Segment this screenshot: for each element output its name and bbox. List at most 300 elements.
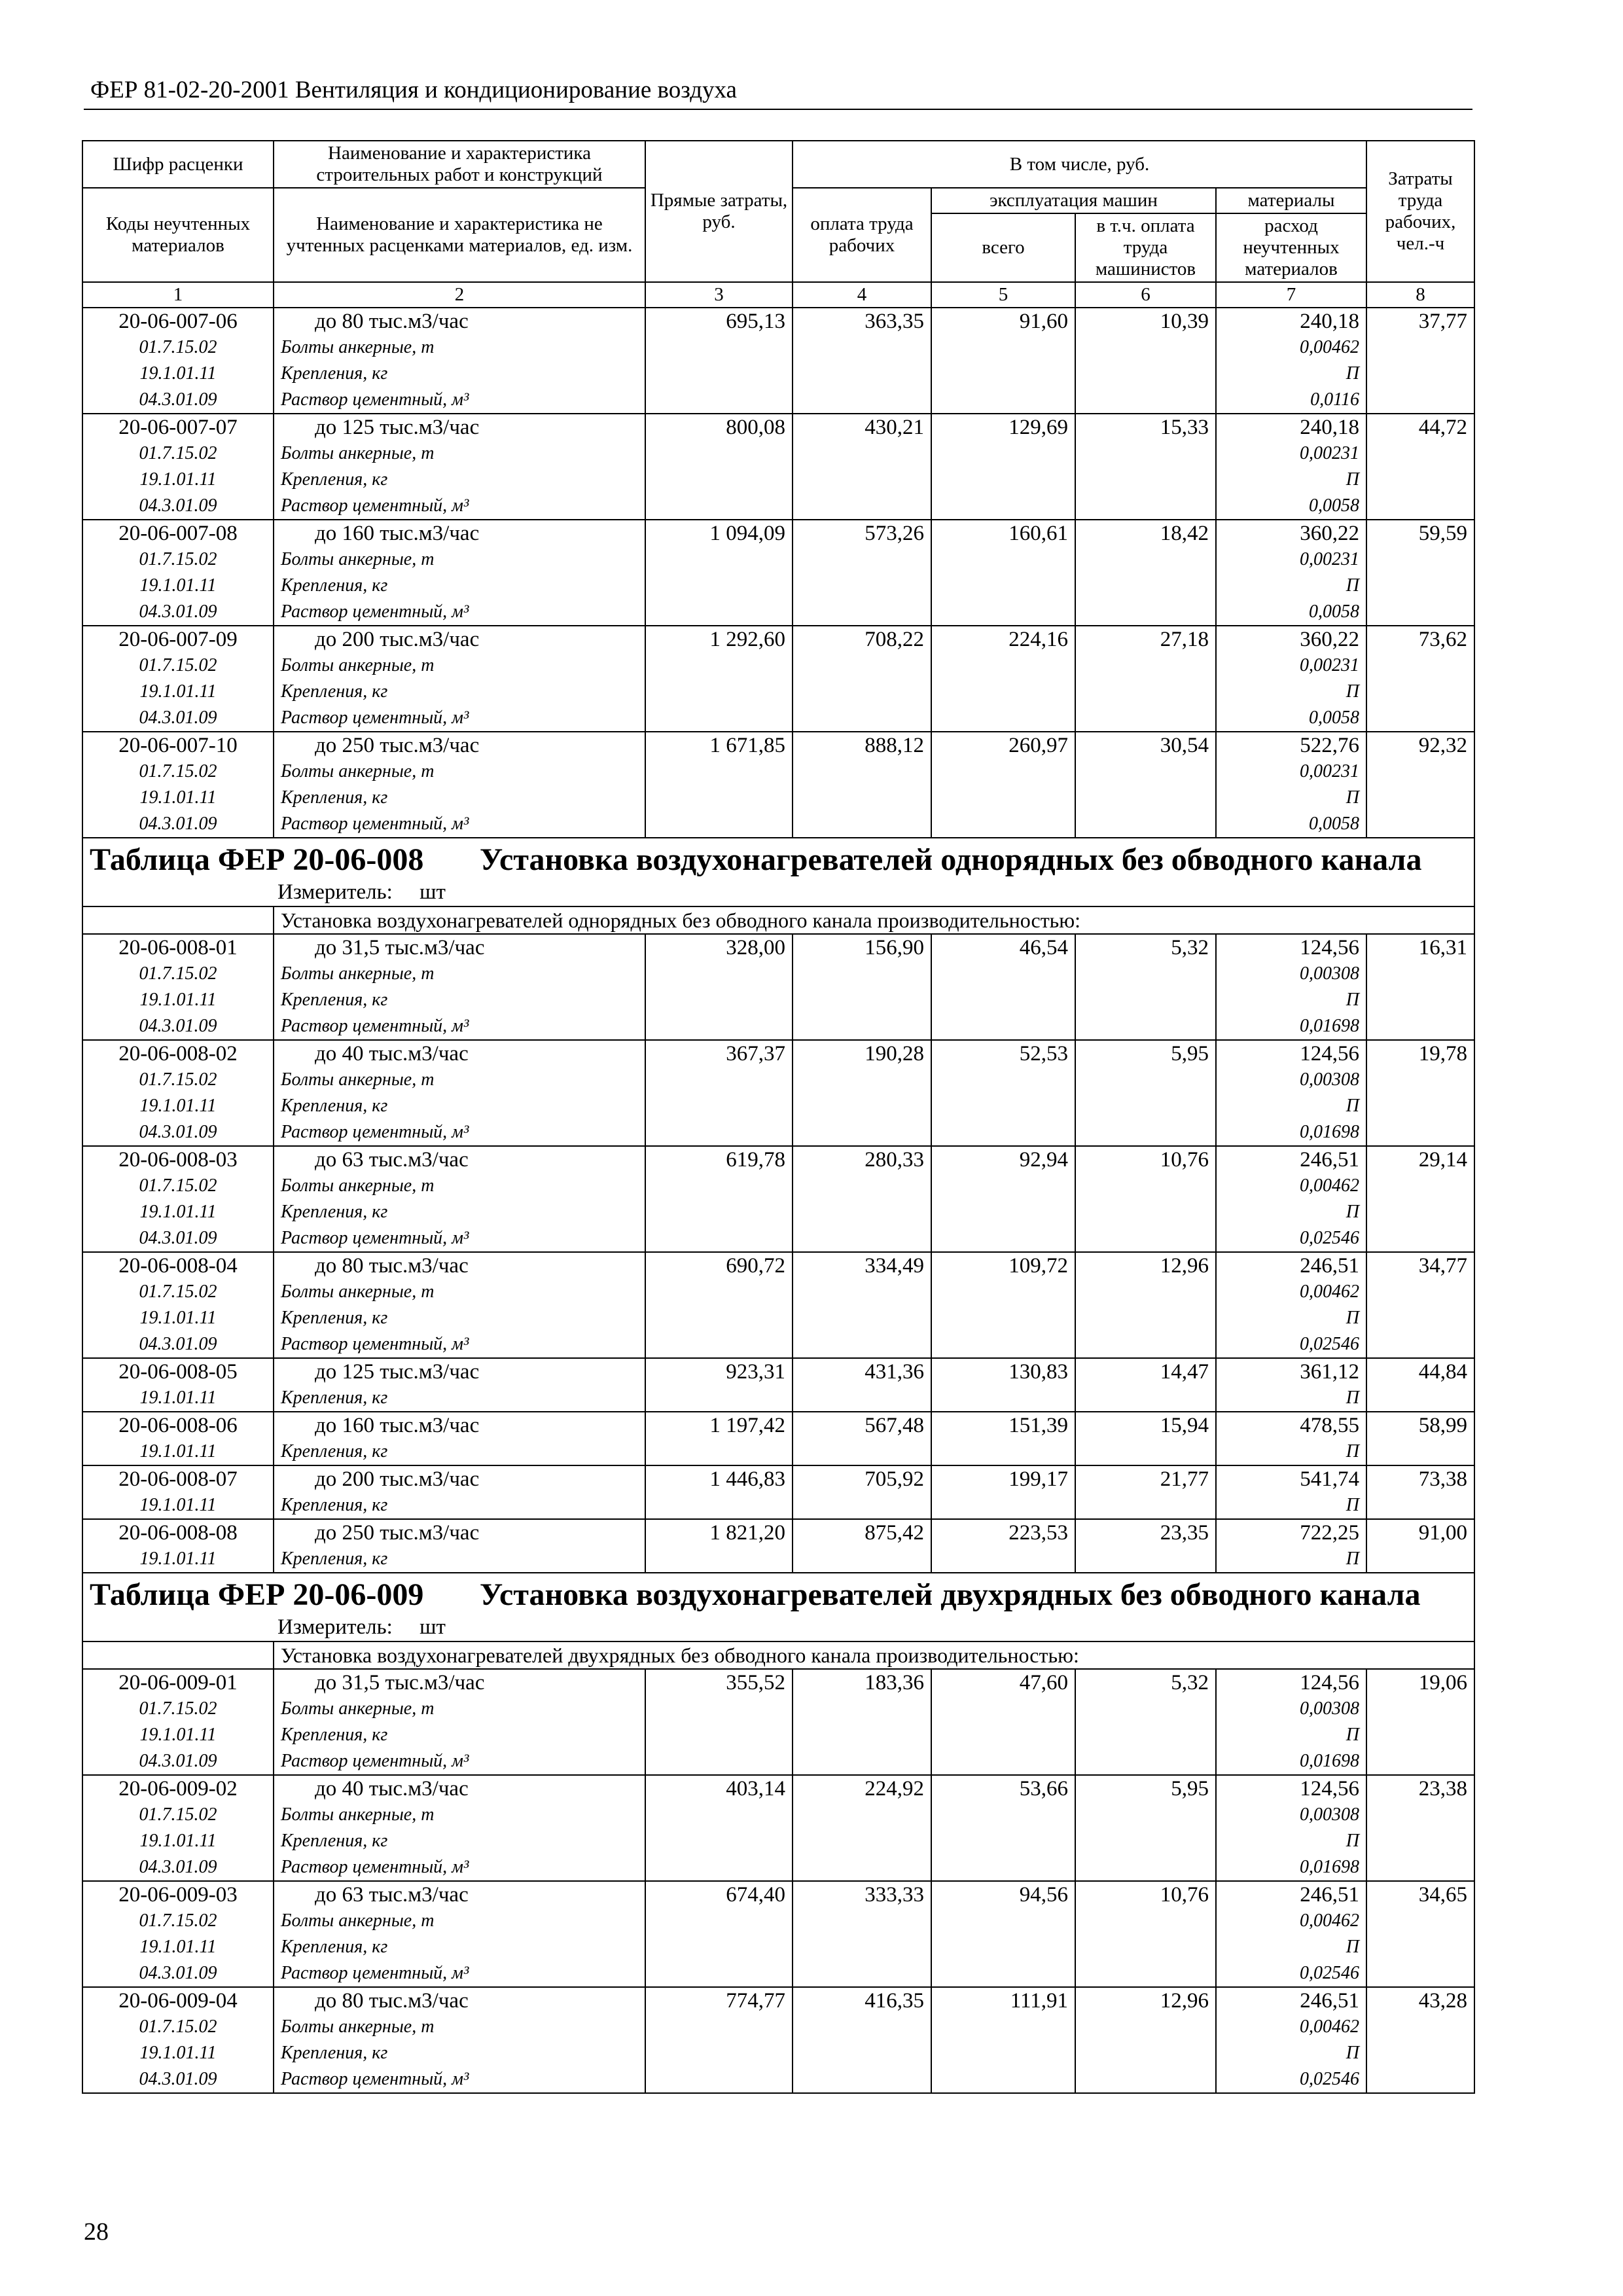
materials-cell	[1216, 308, 1366, 414]
material-usage: П	[1346, 681, 1359, 702]
material-code: 04.3.01.09	[139, 389, 217, 410]
material-code: 01.7.15.02	[139, 1698, 217, 1719]
meter-value: шт	[419, 880, 446, 904]
direct-cost: 1 446,83	[645, 1465, 793, 1519]
machines-total: 260,97	[931, 732, 1075, 838]
code-cell	[82, 1040, 274, 1146]
material-code: 01.7.15.02	[139, 1804, 217, 1825]
materials-cell	[1216, 1412, 1366, 1465]
material-code: 19.1.01.11	[139, 469, 217, 490]
material-usage: 0,00308	[1300, 963, 1359, 984]
direct-cost: 1 292,60	[645, 626, 793, 732]
material-code: 01.7.15.02	[139, 963, 217, 984]
rate-code: 20-06-008-08	[118, 1521, 238, 1545]
code-cell	[82, 1669, 274, 1775]
materials-cell	[1216, 414, 1366, 520]
work-name: до 63 тыс.м3/час	[315, 1883, 469, 1907]
col-number: 1	[82, 282, 274, 308]
work-name: до 200 тыс.м3/час	[315, 628, 480, 651]
material-usage: 0,00462	[1300, 1282, 1359, 1302]
intro-empty	[82, 906, 274, 934]
rate-code: 20-06-007-09	[118, 628, 238, 651]
material-code: 19.1.01.11	[139, 1937, 217, 1957]
col-machines-total: всего	[931, 213, 1075, 282]
material-code: 01.7.15.02	[139, 1910, 217, 1931]
meter-row	[82, 1613, 1474, 1641]
material-code: 04.3.01.09	[139, 1228, 217, 1248]
material-usage: П	[1346, 1937, 1359, 1957]
material-code: 01.7.15.02	[139, 1175, 217, 1196]
material-name: Раствор цементный, м³	[281, 495, 469, 516]
work-name: до 200 тыс.м3/час	[315, 1467, 480, 1491]
materials-cell	[1216, 1146, 1366, 1252]
material-code: 19.1.01.11	[139, 990, 217, 1010]
material-name: Крепления, кг	[281, 2043, 388, 2063]
rate-code: 20-06-008-06	[118, 1414, 238, 1437]
labor-cost: 73,38	[1366, 1465, 1474, 1519]
labor-pay: 183,36	[793, 1669, 931, 1775]
material-name: Крепления, кг	[281, 1441, 388, 1462]
rate-code: 20-06-008-01	[118, 936, 238, 960]
labor-pay: 567,48	[793, 1412, 931, 1465]
labor-pay: 888,12	[793, 732, 931, 838]
name-cell	[274, 308, 645, 414]
labor-pay: 430,21	[793, 414, 931, 520]
material-usage: 0,0058	[1309, 814, 1359, 834]
material-usage: 0,00308	[1300, 1698, 1359, 1719]
material-usage: 0,00231	[1300, 761, 1359, 781]
direct-cost: 403,14	[645, 1775, 793, 1881]
material-name: Крепления, кг	[281, 1549, 388, 1569]
machines-total: 129,69	[931, 414, 1075, 520]
material-usage: 0,0116	[1310, 389, 1359, 410]
materials-cell	[1216, 1519, 1366, 1573]
col-direct: Прямые затраты, руб.	[645, 141, 793, 282]
material-usage: 0,00462	[1300, 1175, 1359, 1196]
rate-code: 20-06-007-10	[118, 734, 238, 757]
work-name: до 80 тыс.м3/час	[315, 1989, 469, 2013]
material-code: 04.3.01.09	[139, 1122, 217, 1142]
table-row	[82, 1252, 1474, 1358]
materials-cost: 240,18	[1300, 310, 1359, 333]
material-usage: 0,02546	[1300, 2069, 1359, 2089]
meter-label: Измеритель:	[277, 1615, 393, 1639]
material-usage: П	[1346, 1549, 1359, 1569]
material-name: Болты анкерные, т	[281, 1698, 435, 1719]
machines-total: 94,56	[931, 1881, 1075, 1987]
meter	[82, 878, 1474, 906]
work-name: до 63 тыс.м3/час	[315, 1148, 469, 1172]
machinists-pay: 12,96	[1075, 1252, 1216, 1358]
material-usage: 0,00462	[1300, 1910, 1359, 1931]
name-cell	[274, 1519, 645, 1573]
labor-cost: 58,99	[1366, 1412, 1474, 1465]
direct-cost: 1 094,09	[645, 520, 793, 626]
material-name: Болты анкерные, т	[281, 1175, 435, 1196]
material-name: Раствор цементный, м³	[281, 814, 469, 834]
col-labor-pay: оплата труда рабочих	[793, 188, 931, 282]
labor-pay: 190,28	[793, 1040, 931, 1146]
table-row	[82, 1412, 1474, 1465]
material-code: 19.1.01.11	[139, 1831, 217, 1851]
code-cell	[82, 1358, 274, 1412]
direct-cost: 774,77	[645, 1987, 793, 2093]
material-name: Раствор цементный, м³	[281, 1963, 469, 1983]
material-name: Болты анкерные, т	[281, 443, 435, 463]
material-code: 04.3.01.09	[139, 1016, 217, 1036]
material-code: 04.3.01.09	[139, 1334, 217, 1354]
work-name: до 250 тыс.м3/час	[315, 734, 480, 757]
labor-pay: 705,92	[793, 1465, 931, 1519]
material-code: 01.7.15.02	[139, 549, 217, 569]
rate-code: 20-06-009-01	[118, 1671, 238, 1695]
material-name: Крепления, кг	[281, 1725, 388, 1745]
labor-cost: 43,28	[1366, 1987, 1474, 2093]
name-cell	[274, 1252, 645, 1358]
code-cell	[82, 308, 274, 414]
table-row	[82, 1465, 1474, 1519]
machinists-pay: 12,96	[1075, 1987, 1216, 2093]
table-heading-row	[82, 838, 1474, 878]
material-code: 19.1.01.11	[139, 1725, 217, 1745]
machines-total: 151,39	[931, 1412, 1075, 1465]
material-usage: П	[1346, 990, 1359, 1010]
rate-code: 20-06-008-02	[118, 1042, 238, 1066]
name-cell	[274, 1881, 645, 1987]
machinists-pay: 30,54	[1075, 732, 1216, 838]
machinists-pay: 5,32	[1075, 934, 1216, 1040]
material-code: 19.1.01.11	[139, 575, 217, 596]
materials-cell	[1216, 1775, 1366, 1881]
materials-cell	[1216, 520, 1366, 626]
labor-pay: 280,33	[793, 1146, 931, 1252]
materials-cost: 541,74	[1300, 1467, 1359, 1491]
machines-total: 92,94	[931, 1146, 1075, 1252]
direct-cost: 619,78	[645, 1146, 793, 1252]
materials-cost: 240,18	[1300, 416, 1359, 439]
name-cell	[274, 520, 645, 626]
col-number: 4	[793, 282, 931, 308]
material-code: 04.3.01.09	[139, 495, 217, 516]
machines-total: 46,54	[931, 934, 1075, 1040]
name-cell	[274, 934, 645, 1040]
material-usage: 0,01698	[1300, 1857, 1359, 1877]
machinists-pay: 15,94	[1075, 1412, 1216, 1465]
machinists-pay: 27,18	[1075, 626, 1216, 732]
labor-pay: 416,35	[793, 1987, 931, 2093]
labor-cost: 19,78	[1366, 1040, 1474, 1146]
meter-label: Измеритель:	[277, 880, 393, 904]
labor-cost: 37,77	[1366, 308, 1474, 414]
direct-cost: 674,40	[645, 1881, 793, 1987]
col-code-top: Шифр расценки	[82, 141, 274, 188]
code-cell	[82, 934, 274, 1040]
work-name: до 160 тыс.м3/час	[315, 522, 480, 545]
work-name: до 125 тыс.м3/час	[315, 416, 480, 439]
material-name: Крепления, кг	[281, 990, 388, 1010]
table-row	[82, 414, 1474, 520]
machines-total: 199,17	[931, 1465, 1075, 1519]
intro-row	[82, 1641, 1474, 1669]
material-name: Крепления, кг	[281, 575, 388, 596]
material-name: Крепления, кг	[281, 1202, 388, 1222]
material-name: Крепления, кг	[281, 1495, 388, 1515]
direct-cost: 355,52	[645, 1669, 793, 1775]
material-usage: П	[1346, 1096, 1359, 1116]
material-name: Болты анкерные, т	[281, 1069, 435, 1090]
table-heading	[82, 1573, 1474, 1613]
labor-pay: 573,26	[793, 520, 931, 626]
material-code: 04.3.01.09	[139, 708, 217, 728]
material-usage: 0,0058	[1309, 495, 1359, 516]
material-name: Раствор цементный, м³	[281, 1122, 469, 1142]
rate-code: 20-06-008-04	[118, 1254, 238, 1278]
labor-cost: 59,59	[1366, 520, 1474, 626]
materials-cost: 246,51	[1300, 1148, 1359, 1172]
table-heading	[82, 838, 1474, 878]
name-cell	[274, 1775, 645, 1881]
table-title: Установка воздухонагревателей однорядных без обводного канала	[480, 842, 1422, 877]
col-labor-cost: Затраты труда рабочих, чел.-ч	[1366, 141, 1474, 282]
table-row	[82, 1669, 1474, 1775]
materials-cost: 360,22	[1300, 628, 1359, 651]
machines-total: 47,60	[931, 1669, 1075, 1775]
material-usage: 0,00231	[1300, 655, 1359, 675]
work-name: до 40 тыс.м3/час	[315, 1042, 469, 1066]
name-cell	[274, 1358, 645, 1412]
meter	[82, 1613, 1474, 1641]
material-name: Болты анкерные, т	[281, 549, 435, 569]
materials-cell	[1216, 1252, 1366, 1358]
material-code: 19.1.01.11	[139, 1202, 217, 1222]
material-usage: П	[1346, 575, 1359, 596]
material-code: 19.1.01.11	[139, 1441, 217, 1462]
code-cell	[82, 1987, 274, 2093]
table-row	[82, 934, 1474, 1040]
material-name: Раствор цементный, м³	[281, 1228, 469, 1248]
col-number: 2	[274, 282, 645, 308]
materials-cost: 246,51	[1300, 1883, 1359, 1907]
material-name: Болты анкерные, т	[281, 337, 435, 357]
material-usage: 0,00308	[1300, 1069, 1359, 1090]
machinists-pay: 5,95	[1075, 1775, 1216, 1881]
code-cell	[82, 520, 274, 626]
materials-cost: 361,12	[1300, 1360, 1359, 1384]
materials-cell	[1216, 626, 1366, 732]
material-name: Крепления, кг	[281, 787, 388, 808]
table-number: Таблица ФЕР 20-06-008	[90, 842, 424, 877]
labor-pay: 363,35	[793, 308, 931, 414]
material-usage: П	[1346, 1441, 1359, 1462]
rate-code: 20-06-009-03	[118, 1883, 238, 1907]
labor-pay: 334,49	[793, 1252, 931, 1358]
meter-value: шт	[419, 1615, 446, 1639]
labor-pay: 333,33	[793, 1881, 931, 1987]
machines-total: 160,61	[931, 520, 1075, 626]
material-usage: 0,0058	[1309, 708, 1359, 728]
direct-cost: 690,72	[645, 1252, 793, 1358]
material-code: 04.3.01.09	[139, 814, 217, 834]
material-name: Раствор цементный, м³	[281, 708, 469, 728]
material-usage: П	[1346, 363, 1359, 384]
col-name-bottom: Наименование и характеристика не учтенных расценками материалов, ед. изм.	[274, 188, 645, 282]
meter-row	[82, 878, 1474, 906]
rate-code: 20-06-007-08	[118, 522, 238, 545]
code-cell	[82, 732, 274, 838]
col-code-bottom: Коды неучтенных материалов	[82, 188, 274, 282]
material-name: Крепления, кг	[281, 363, 388, 384]
material-code: 01.7.15.02	[139, 337, 217, 357]
material-name: Крепления, кг	[281, 1308, 388, 1328]
material-name: Крепления, кг	[281, 1831, 388, 1851]
materials-cost: 124,56	[1300, 1671, 1359, 1695]
table-heading-row	[82, 1573, 1474, 1613]
material-code: 19.1.01.11	[139, 1549, 217, 1569]
name-cell	[274, 1669, 645, 1775]
col-number: 3	[645, 282, 793, 308]
material-usage: П	[1346, 1495, 1359, 1515]
material-usage: 0,00462	[1300, 2017, 1359, 2037]
material-name: Раствор цементный, м³	[281, 1857, 469, 1877]
header-rule	[84, 109, 1472, 110]
material-code: 19.1.01.11	[139, 787, 217, 808]
intro-row	[82, 906, 1474, 934]
labor-pay: 708,22	[793, 626, 931, 732]
intro-empty	[82, 1641, 274, 1669]
table-row	[82, 1040, 1474, 1146]
table-row	[82, 1987, 1474, 2093]
material-code: 01.7.15.02	[139, 443, 217, 463]
material-usage: 0,02546	[1300, 1334, 1359, 1354]
work-name: до 40 тыс.м3/час	[315, 1777, 469, 1801]
direct-cost: 1 671,85	[645, 732, 793, 838]
material-name: Раствор цементный, м³	[281, 389, 469, 410]
rate-code: 20-06-007-06	[118, 310, 238, 333]
col-incl: В том числе, руб.	[793, 141, 1366, 188]
materials-cost: 124,56	[1300, 1777, 1359, 1801]
material-code: 04.3.01.09	[139, 2069, 217, 2089]
material-usage: 0,0058	[1309, 601, 1359, 622]
table-title: Установка воздухонагревателей двухрядных без обводного канала	[480, 1577, 1421, 1612]
code-cell	[82, 1519, 274, 1573]
material-usage: 0,00462	[1300, 337, 1359, 357]
material-usage: П	[1346, 2043, 1359, 2063]
code-cell	[82, 414, 274, 520]
name-cell	[274, 1040, 645, 1146]
machines-total: 109,72	[931, 1252, 1075, 1358]
code-cell	[82, 1412, 274, 1465]
machinists-pay: 23,35	[1075, 1519, 1216, 1573]
rate-code: 20-06-008-07	[118, 1467, 238, 1491]
material-name: Раствор цементный, м³	[281, 2069, 469, 2089]
machinists-pay: 10,76	[1075, 1881, 1216, 1987]
code-cell	[82, 1252, 274, 1358]
material-name: Раствор цементный, м³	[281, 1751, 469, 1771]
name-cell	[274, 732, 645, 838]
material-code: 19.1.01.11	[139, 1495, 217, 1515]
material-name: Крепления, кг	[281, 681, 388, 702]
material-name: Болты анкерные, т	[281, 1804, 435, 1825]
machinists-pay: 10,39	[1075, 308, 1216, 414]
name-cell	[274, 1987, 645, 2093]
machinists-pay: 18,42	[1075, 520, 1216, 626]
work-name: до 125 тыс.м3/час	[315, 1360, 480, 1384]
materials-cost: 246,51	[1300, 1989, 1359, 2013]
table-row	[82, 520, 1474, 626]
table-body	[82, 308, 1474, 2093]
material-usage: П	[1346, 1725, 1359, 1745]
material-usage: 0,00231	[1300, 549, 1359, 569]
work-name: до 160 тыс.м3/час	[315, 1414, 480, 1437]
table-row	[82, 1881, 1474, 1987]
material-usage: 0,01698	[1300, 1016, 1359, 1036]
labor-cost: 92,32	[1366, 732, 1474, 838]
direct-cost: 367,37	[645, 1040, 793, 1146]
material-name: Болты анкерные, т	[281, 963, 435, 984]
material-usage: 0,02546	[1300, 1963, 1359, 1983]
col-number: 6	[1075, 282, 1216, 308]
materials-cost: 124,56	[1300, 1042, 1359, 1066]
page-header-title: ФЕР 81-02-20-2001 Вентиляция и кондиционирование воздуха	[90, 77, 737, 103]
materials-cell	[1216, 1040, 1366, 1146]
materials-cost: 478,55	[1300, 1414, 1359, 1437]
materials-cell	[1216, 732, 1366, 838]
material-code: 19.1.01.11	[139, 1308, 217, 1328]
material-name: Крепления, кг	[281, 1096, 388, 1116]
materials-cost: 522,76	[1300, 734, 1359, 757]
material-code: 19.1.01.11	[139, 363, 217, 384]
table-row	[82, 308, 1474, 414]
work-name: до 80 тыс.м3/час	[315, 1254, 469, 1278]
labor-cost: 19,06	[1366, 1669, 1474, 1775]
labor-cost: 44,72	[1366, 414, 1474, 520]
col-number: 7	[1216, 282, 1366, 308]
machinists-pay: 5,32	[1075, 1669, 1216, 1775]
labor-cost: 16,31	[1366, 934, 1474, 1040]
table-row	[82, 1358, 1474, 1412]
material-usage: П	[1346, 1308, 1359, 1328]
materials-cost: 722,25	[1300, 1521, 1359, 1545]
name-cell	[274, 1465, 645, 1519]
material-usage: 0,01698	[1300, 1751, 1359, 1771]
material-name: Раствор цементный, м³	[281, 601, 469, 622]
material-code: 19.1.01.11	[139, 2043, 217, 2063]
labor-cost: 29,14	[1366, 1146, 1474, 1252]
material-name: Раствор цементный, м³	[281, 1016, 469, 1036]
name-cell	[274, 414, 645, 520]
col-number: 8	[1366, 282, 1474, 308]
table-number: Таблица ФЕР 20-06-009	[90, 1577, 424, 1612]
table-row	[82, 1775, 1474, 1881]
labor-pay: 431,36	[793, 1358, 931, 1412]
materials-cost: 360,22	[1300, 522, 1359, 545]
col-materials-usage: расход неучтенных материалов	[1216, 213, 1366, 282]
material-name: Болты анкерные, т	[281, 761, 435, 781]
direct-cost: 1 197,42	[645, 1412, 793, 1465]
material-usage: П	[1346, 787, 1359, 808]
materials-cell	[1216, 1358, 1366, 1412]
machinists-pay: 10,76	[1075, 1146, 1216, 1252]
machines-total: 111,91	[931, 1987, 1075, 2093]
machines-total: 224,16	[931, 626, 1075, 732]
materials-cell	[1216, 1465, 1366, 1519]
rate-code: 20-06-009-04	[118, 1989, 238, 2013]
material-name: Болты анкерные, т	[281, 1910, 435, 1931]
code-cell	[82, 1775, 274, 1881]
labor-pay: 224,92	[793, 1775, 931, 1881]
machinists-pay: 5,95	[1075, 1040, 1216, 1146]
material-name: Крепления, кг	[281, 469, 388, 490]
